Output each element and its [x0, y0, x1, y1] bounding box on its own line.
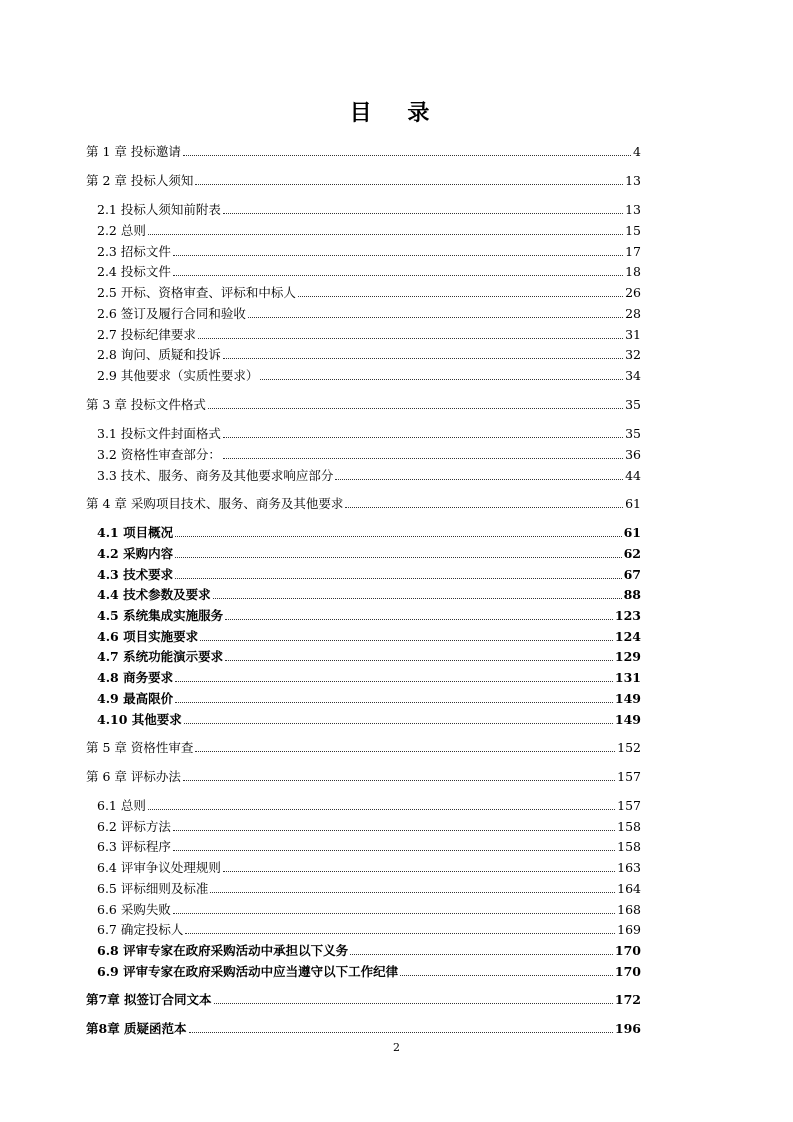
toc-entry-page-number: 158 — [617, 839, 641, 854]
dot-leader — [183, 780, 615, 781]
toc-chapter-entry[interactable] — [86, 1019, 641, 1037]
dot-leader — [298, 296, 623, 297]
toc-entry-page-number: 170 — [614, 964, 641, 979]
toc-entry-page-number: 36 — [625, 447, 641, 462]
toc-entry-label: 4.8 商务要求 — [97, 670, 174, 685]
toc-entry-label: 2.2 总则 — [97, 223, 146, 238]
dot-leader — [225, 619, 613, 620]
toc-entry-label: 第 3 章 投标文件格式 — [86, 397, 206, 412]
toc-entry-page-number: 169 — [617, 922, 641, 937]
toc-section-entry[interactable] — [97, 304, 641, 322]
toc-entry-label: 6.8 评审专家在政府采购活动中承担以下义务 — [97, 943, 349, 958]
dot-leader — [260, 379, 623, 380]
toc-section-entry[interactable] — [97, 858, 641, 876]
toc-entry-page-number: 149 — [614, 691, 641, 706]
toc-chapter-entry[interactable] — [86, 990, 641, 1008]
toc-section-entry[interactable] — [97, 262, 641, 280]
toc-section-entry[interactable] — [97, 466, 641, 484]
dot-leader — [175, 536, 621, 537]
toc-entry-label: 2.4 投标文件 — [97, 264, 171, 279]
toc-entry-page-number: 13 — [625, 202, 641, 217]
toc-entry-page-number: 158 — [617, 819, 641, 834]
toc-entry-label: 6.4 评审争议处理规则 — [97, 860, 221, 875]
toc-entry-page-number: 129 — [614, 649, 641, 664]
toc-entry-label: 6.2 评标方法 — [97, 819, 171, 834]
toc-entry-label: 6.9 评审专家在政府采购活动中应当遵守以下工作纪律 — [97, 964, 399, 979]
toc-section-entry[interactable] — [97, 242, 641, 260]
toc-entry-label: 4.4 技术参数及要求 — [97, 587, 211, 602]
dot-leader — [148, 234, 623, 235]
toc-section-entry[interactable] — [97, 424, 641, 442]
toc-title: 目 录 — [349, 101, 444, 126]
toc-section-entry[interactable] — [97, 647, 641, 665]
dot-leader — [350, 954, 613, 955]
toc-entry-page-number: 18 — [625, 264, 641, 279]
toc-entry-label: 6.5 评标细则及标准 — [97, 881, 209, 896]
dot-leader — [175, 578, 621, 579]
dot-leader — [183, 155, 631, 156]
dot-leader — [175, 702, 613, 703]
dot-leader — [400, 975, 613, 976]
toc-entry-label: 2.8 询问、质疑和投诉 — [97, 347, 221, 362]
dot-leader — [335, 479, 623, 480]
toc-section-entry[interactable] — [97, 668, 641, 686]
toc-chapter-entry[interactable] — [86, 738, 641, 756]
toc-section-entry[interactable] — [97, 900, 641, 918]
toc-entry-label: 4.7 系统功能演示要求 — [97, 649, 224, 664]
toc-section-entry[interactable] — [97, 200, 641, 218]
toc-entry-label: 2.5 开标、资格审查、评标和中标人 — [97, 285, 296, 300]
dot-leader — [195, 751, 615, 752]
dot-leader — [175, 681, 613, 682]
toc-entry-label: 4.10 其他要求 — [97, 712, 182, 727]
toc-entry-label: 6.6 采购失败 — [97, 902, 171, 917]
toc-section-entry[interactable] — [97, 796, 641, 814]
toc-entry-label: 第 1 章 投标邀请 — [86, 144, 181, 159]
toc-section-entry[interactable] — [97, 565, 641, 583]
dot-leader — [210, 892, 615, 893]
toc-section-entry[interactable] — [97, 366, 641, 384]
toc-entry-page-number: 35 — [625, 397, 641, 412]
toc-entry-page-number: 123 — [614, 608, 641, 623]
toc-entry-label: 6.3 评标程序 — [97, 839, 171, 854]
toc-chapter-entry[interactable] — [86, 494, 641, 512]
page-number: 2 — [393, 1041, 400, 1054]
toc-entry-label: 3.1 投标文件封面格式 — [97, 426, 221, 441]
dot-leader — [248, 317, 623, 318]
toc-section-entry[interactable] — [97, 689, 641, 707]
toc-entry-label: 2.1 投标人须知前附表 — [97, 202, 221, 217]
toc-entry-page-number: 196 — [614, 1021, 641, 1036]
dot-leader — [175, 557, 621, 558]
toc-entry-page-number: 61 — [623, 525, 641, 540]
toc-entry-page-number: 32 — [625, 347, 641, 362]
toc-entry-page-number: 61 — [625, 496, 641, 511]
dot-leader — [223, 871, 615, 872]
toc-entry-label: 4.5 系统集成实施服务 — [97, 608, 224, 623]
toc-chapter-entry[interactable] — [86, 395, 641, 413]
toc-entry-label: 6.7 确定投标人 — [97, 922, 184, 937]
toc-entry-page-number: 157 — [617, 798, 641, 813]
toc-entry-label: 4.3 技术要求 — [97, 567, 174, 582]
toc-entry-label: 4.9 最高限价 — [97, 691, 174, 706]
toc-entry-page-number: 35 — [625, 426, 641, 441]
toc-section-entry[interactable] — [97, 962, 641, 980]
dot-leader — [185, 933, 615, 934]
toc-section-entry[interactable] — [97, 710, 641, 728]
toc-chapter-entry[interactable] — [86, 767, 641, 785]
toc-entry-label: 2.3 招标文件 — [97, 244, 171, 259]
toc-section-entry[interactable] — [97, 606, 641, 624]
toc-entry-page-number: 62 — [623, 546, 641, 561]
toc-entry-label: 3.2 资格性审查部分： — [97, 447, 221, 462]
dot-leader — [148, 809, 615, 810]
toc-entry-label: 第 5 章 资格性审查 — [86, 740, 194, 755]
toc-entry-page-number: 170 — [614, 943, 641, 958]
toc-entry-label: 4.1 项目概况 — [97, 525, 174, 540]
toc-entry-page-number: 31 — [625, 327, 641, 342]
dot-leader — [173, 830, 615, 831]
toc-section-entry[interactable] — [97, 817, 641, 835]
dot-leader — [173, 913, 615, 914]
dot-leader — [223, 437, 623, 438]
toc-entry-page-number: 15 — [625, 223, 641, 238]
toc-section-entry[interactable] — [97, 879, 641, 897]
toc-chapter-entry[interactable] — [86, 171, 641, 189]
dot-leader — [223, 458, 623, 459]
dot-leader — [223, 213, 623, 214]
dot-leader — [173, 255, 623, 256]
toc-entry-page-number: 13 — [625, 173, 641, 188]
dot-leader — [184, 723, 613, 724]
dot-leader — [195, 184, 623, 185]
toc-entry-label: 6.1 总则 — [97, 798, 146, 813]
dot-leader — [173, 275, 623, 276]
dot-leader — [189, 1032, 613, 1033]
toc-entry-label: 第7章 拟签订合同文本 — [86, 992, 212, 1007]
toc-section-entry[interactable] — [97, 627, 641, 645]
toc-section-entry[interactable] — [97, 920, 641, 938]
toc-entry-page-number: 163 — [617, 860, 641, 875]
toc-chapter-entry[interactable] — [86, 142, 641, 160]
dot-leader — [213, 598, 622, 599]
dot-leader — [345, 507, 623, 508]
dot-leader — [225, 660, 613, 661]
toc-section-entry[interactable] — [97, 837, 641, 855]
toc-entry-page-number: 67 — [623, 567, 641, 582]
toc-entry-page-number: 131 — [614, 670, 641, 685]
toc-section-entry[interactable] — [97, 445, 641, 463]
toc-entry-label: 2.7 投标纪律要求 — [97, 327, 196, 342]
toc-entry-page-number: 157 — [617, 769, 641, 784]
toc-entry-page-number: 28 — [625, 306, 641, 321]
toc-section-entry[interactable] — [97, 941, 641, 959]
toc-entry-page-number: 152 — [617, 740, 641, 755]
toc-section-entry[interactable] — [97, 221, 641, 239]
toc-section-entry[interactable] — [97, 544, 641, 562]
toc-section-entry[interactable] — [97, 585, 641, 603]
dot-leader — [223, 358, 623, 359]
toc-entry-label: 第8章 质疑函范本 — [86, 1021, 187, 1036]
toc-entry-label: 第 4 章 采购项目技术、服务、商务及其他要求 — [86, 496, 344, 511]
toc-entry-page-number: 88 — [623, 587, 641, 602]
toc-entry-label: 2.9 其他要求（实质性要求） — [97, 368, 259, 383]
toc-entry-page-number: 168 — [617, 902, 641, 917]
toc-entry-page-number: 149 — [614, 712, 641, 727]
toc-entry-page-number: 26 — [625, 285, 641, 300]
toc-entry-page-number: 124 — [614, 629, 641, 644]
dot-leader — [198, 338, 623, 339]
toc-section-entry[interactable] — [97, 325, 641, 343]
toc-entry-label: 第 2 章 投标人须知 — [86, 173, 194, 188]
dot-leader — [208, 408, 623, 409]
toc-entry-page-number: 4 — [633, 144, 641, 159]
toc-entry-label: 第 6 章 评标办法 — [86, 769, 181, 784]
toc-entry-page-number: 172 — [614, 992, 641, 1007]
toc-entry-label: 4.6 项目实施要求 — [97, 629, 199, 644]
toc-entry-label: 2.6 签订及履行合同和验收 — [97, 306, 246, 321]
dot-leader — [173, 850, 615, 851]
toc-section-entry[interactable] — [97, 523, 641, 541]
toc-section-entry[interactable] — [97, 345, 641, 363]
toc-entry-page-number: 44 — [625, 468, 641, 483]
toc-entry-page-number: 164 — [617, 881, 641, 896]
dot-leader — [214, 1003, 613, 1004]
toc-entry-page-number: 34 — [625, 368, 641, 383]
dot-leader — [200, 640, 613, 641]
toc-entry-page-number: 17 — [625, 244, 641, 259]
toc-section-entry[interactable] — [97, 283, 641, 301]
toc-entry-label: 4.2 采购内容 — [97, 546, 174, 561]
toc-entry-label: 3.3 技术、服务、商务及其他要求响应部分 — [97, 468, 334, 483]
